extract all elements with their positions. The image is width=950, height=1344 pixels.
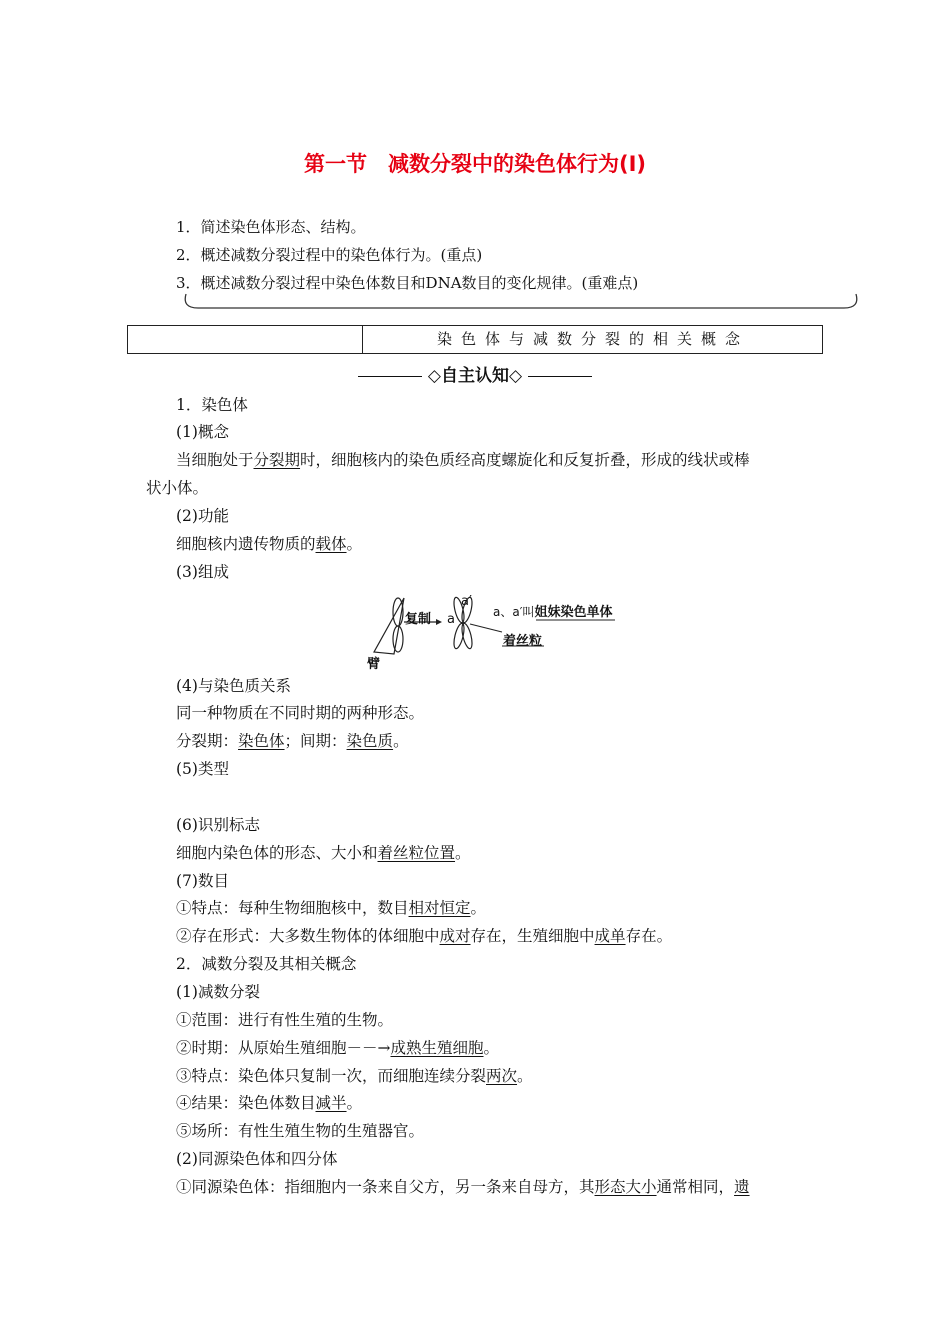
heading-chromosome: 1．染色体: [176, 396, 248, 414]
function-line: 细胞核内遗传物质的载体。: [176, 535, 363, 553]
meiosis-site-line: ⑤场所：有性生殖生物的生殖器官。: [176, 1122, 425, 1140]
homologous-line: ①同源染色体：指细胞内一条来自父方，另一条来自母方，其形态大小通常相同，遗: [176, 1178, 750, 1196]
subheading-types: (5)类型: [176, 760, 229, 778]
concept-line-2: 状小体。: [146, 479, 209, 497]
diagram-label-arm: 臂: [367, 657, 381, 672]
meiosis-period-line: ②时期：从原始生殖细胞－－→成熟生殖细胞。: [176, 1039, 500, 1057]
objective-2: 2．概述减数分裂过程中的染色体行为。(重点): [176, 246, 483, 264]
meiosis-scope-line: ①范围：进行有性生殖的生物。: [176, 1011, 394, 1029]
page-title: 第一节 减数分裂中的染色体行为(Ⅰ): [303, 152, 646, 176]
subheading-composition: (3)组成: [176, 563, 229, 581]
subheading-meiosis: (1)减数分裂: [176, 983, 260, 1001]
diagram-label-sister: 姐妹染色单体: [534, 605, 613, 620]
meiosis-result-line: ④结果：染色体数目减半。: [176, 1094, 363, 1112]
concept-line-1: 当细胞处于分裂期时，细胞核内的染色质经高度螺旋化和反复折叠，形成的线状或棒: [176, 451, 750, 469]
subheading-concept: (1)概念: [176, 423, 229, 441]
section-heading: [0, 361, 950, 386]
number-form-line: ②存在形式：大多数生物体的体细胞中成对存在，生殖细胞中成单存在。: [176, 927, 673, 945]
subheading-function: (2)功能: [176, 507, 229, 525]
section-heading-text: ◇自主认知◇: [427, 366, 523, 386]
relation-line-2: 分裂期：染色体；间期：染色质。: [176, 732, 409, 750]
objective-1: 1．简述染色体形态、结构。: [176, 218, 366, 236]
meiosis-feature-line: ③特点：染色体只复制一次，而细胞连续分裂两次。: [176, 1067, 533, 1085]
objective-3: 3．概述减数分裂过程中染色体数目和DNA数目的变化规律。(重难点): [176, 274, 639, 292]
diagram-label-sister-prefix: a、a′叫姐妹染色单体: [493, 605, 613, 620]
subheading-relation: (4)与染色质关系: [176, 677, 291, 695]
diagram-label-a-prime: a′: [461, 594, 472, 609]
diagram-label-replicate: 复制: [405, 612, 432, 627]
heading-meiosis: 2．减数分裂及其相关概念: [176, 955, 357, 973]
diagram-label-centromere: 着丝粒: [503, 634, 543, 649]
number-feature-line: ①特点：每种生物细胞核中，数目相对恒定。: [176, 899, 487, 917]
relation-line-1: 同一种物质在不同时期的两种形态。: [176, 704, 425, 722]
subheading-homologous: (2)同源染色体和四分体: [176, 1150, 338, 1168]
objectives-bracket: [176, 292, 866, 312]
diagram-label-a: a: [447, 612, 455, 627]
subheading-number: (7)数目: [176, 872, 229, 890]
banner-title: 染色体与减数分裂的相关概念: [436, 330, 749, 348]
identification-line: 细胞内染色体的形态、大小和着丝粒位置。: [176, 844, 471, 862]
subheading-identification: (6)识别标志: [176, 816, 260, 834]
banner-gap: [302, 354, 682, 355]
